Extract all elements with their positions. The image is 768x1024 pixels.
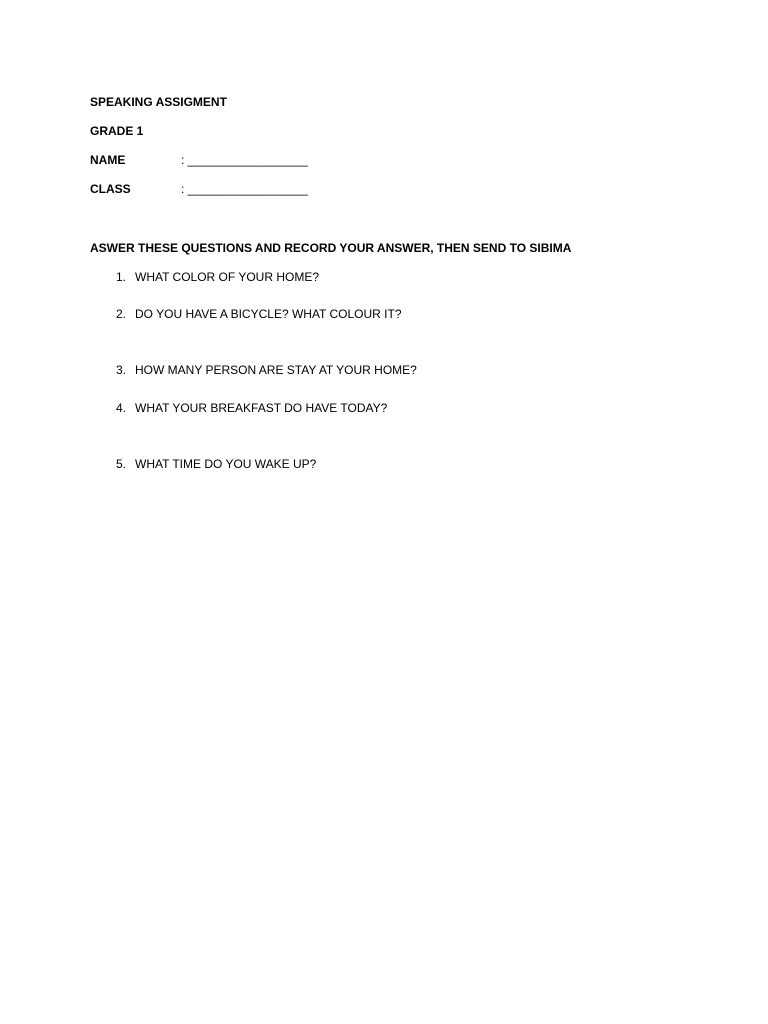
question-text: HOW MANY PERSON ARE STAY AT YOUR HOME? [135,363,417,377]
question-text: WHAT COLOR OF YOUR HOME? [135,270,320,284]
class-field-blank: : __________________ [181,182,308,196]
instruction-text: ASWER THESE QUESTIONS AND RECORD YOUR ANSWER, THEN SEND TO SIBIMA [90,241,572,255]
question-number: 2. [115,307,126,321]
name-field-row [90,153,390,167]
question-number: 4. [115,401,126,415]
question-text: WHAT TIME DO YOU WAKE UP? [135,457,317,471]
class-field-row [90,182,390,196]
question-number: 3. [115,363,126,377]
name-field-label: NAME [90,153,126,167]
class-field-label: CLASS [90,182,131,196]
question-text: WHAT YOUR BREAKFAST DO HAVE TODAY? [135,401,388,415]
question-number: 5. [115,457,126,471]
grade-label: GRADE 1 [90,124,144,138]
question-text: DO YOU HAVE A BICYCLE? WHAT COLOUR IT? [135,307,402,321]
name-field-blank: : __________________ [181,153,308,167]
question-number: 1. [115,270,126,284]
document-title: SPEAKING ASSIGMENT [90,95,227,109]
